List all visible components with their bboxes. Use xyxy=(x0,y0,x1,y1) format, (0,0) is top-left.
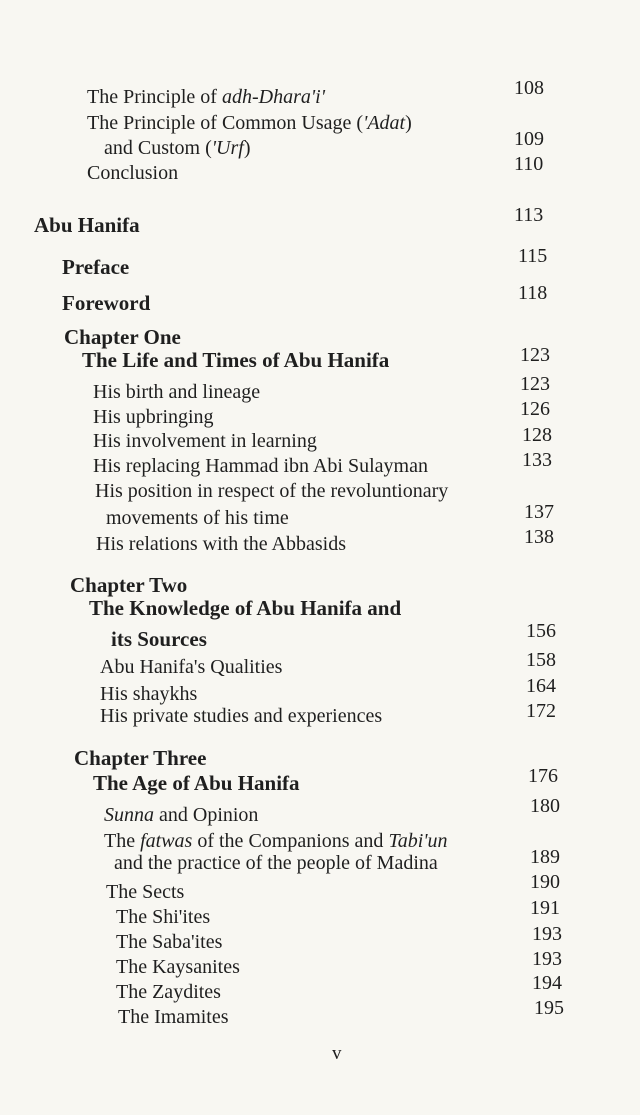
folio-roman-numeral: v xyxy=(332,1043,342,1064)
page-number: 138 xyxy=(524,526,554,548)
page-number: 164 xyxy=(526,675,556,697)
toc-part-heading: Abu Hanifa xyxy=(34,213,140,237)
page-number: 108 xyxy=(514,77,544,99)
toc-entry-continuation: and the practice of the people of Madina xyxy=(114,852,438,874)
page-number: 194 xyxy=(532,972,562,994)
toc-entry: The Principle of Common Usage ('Adat) xyxy=(87,112,412,134)
page-number: 176 xyxy=(528,765,558,787)
page-number: 189 xyxy=(530,846,560,868)
page-number: 158 xyxy=(526,649,556,671)
page-number: 118 xyxy=(518,282,548,304)
toc-entry-continuation: movements of his time xyxy=(106,507,289,529)
toc-entry: The Sects xyxy=(106,881,185,903)
toc-section-heading: Foreword xyxy=(62,291,151,315)
page-number: 190 xyxy=(530,871,560,893)
chapter-title: The Life and Times of Abu Hanifa xyxy=(82,348,390,372)
toc-entry: The fatwas of the Companions and Tabi'un xyxy=(104,830,448,852)
toc-entry: His private studies and experiences xyxy=(100,705,383,727)
page-number: 123 xyxy=(520,344,550,366)
toc-entry: His position in respect of the revoluntionary xyxy=(95,480,449,502)
chapter-heading: Chapter Three xyxy=(74,746,207,770)
page-number: 172 xyxy=(526,700,556,722)
page-number: 133 xyxy=(522,449,552,471)
toc-entry: His replacing Hammad ibn Abi Sulayman xyxy=(93,455,428,477)
page-number: 115 xyxy=(518,245,548,267)
page-number: 113 xyxy=(514,204,544,226)
page-number: 195 xyxy=(534,997,564,1019)
toc-entry: The Principle of adh-Dhara'i' xyxy=(87,86,325,108)
chapter-title: The Knowledge of Abu Hanifa and xyxy=(89,596,402,620)
toc-entry: His birth and lineage xyxy=(93,381,261,403)
page-number: 193 xyxy=(532,923,562,945)
toc-entry: The Shi'ites xyxy=(116,906,211,928)
chapter-title-continuation: its Sources xyxy=(111,627,207,651)
chapter-heading: Chapter Two xyxy=(70,573,188,597)
toc-entry: His shaykhs xyxy=(100,683,198,705)
page-number: 137 xyxy=(524,501,554,523)
page-number: 110 xyxy=(514,153,544,175)
toc-entry: Sunna and Opinion xyxy=(104,804,259,826)
toc-section-heading: Preface xyxy=(62,255,130,279)
page-number: 123 xyxy=(520,373,550,395)
page-number: 193 xyxy=(532,948,562,970)
toc-entry-continuation: and Custom ('Urf) xyxy=(104,137,251,159)
toc-entry: The Imamites xyxy=(118,1006,229,1028)
chapter-heading: Chapter One xyxy=(64,325,181,349)
toc-entry: His upbringing xyxy=(93,406,214,428)
toc-entry: His involvement in learning xyxy=(93,430,317,452)
chapter-title: The Age of Abu Hanifa xyxy=(93,771,300,795)
page-number: 191 xyxy=(530,897,560,919)
toc-entry: The Zaydites xyxy=(116,981,221,1003)
page-number: 128 xyxy=(522,424,552,446)
page-number: 109 xyxy=(514,128,544,150)
toc-entry: Abu Hanifa's Qualities xyxy=(100,656,283,678)
toc-entry: The Kaysanites xyxy=(116,956,240,978)
page-number: 126 xyxy=(520,398,550,420)
page-number: 156 xyxy=(526,620,556,642)
toc-entry: Conclusion xyxy=(87,162,179,184)
toc-entry: His relations with the Abbasids xyxy=(96,533,346,555)
toc-entry: The Saba'ites xyxy=(116,931,223,953)
page-number: 180 xyxy=(530,795,560,817)
